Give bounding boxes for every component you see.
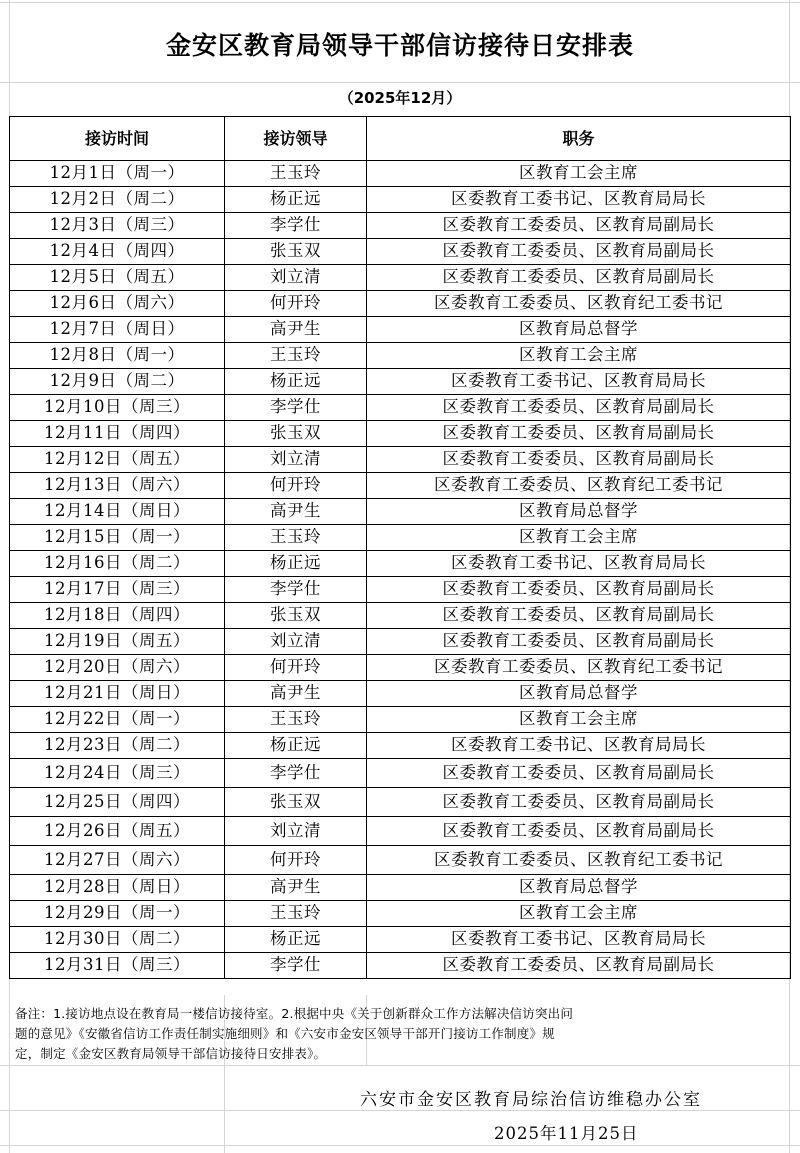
- table-row: [10, 343, 791, 369]
- sheet-gridline: [0, 1065, 800, 1066]
- cell-position: 区委教育工委委员、区教育局副局长: [367, 395, 791, 421]
- table-row: [10, 187, 791, 213]
- table-row: [10, 239, 791, 265]
- cell-leader: 刘立清: [225, 817, 367, 846]
- cell-position: 区委教育工委委员、区教育局副局长: [367, 603, 791, 629]
- notes: [15, 1004, 785, 1064]
- cell-leader: 王玉玲: [225, 525, 367, 551]
- cell-position: 区教育局总督学: [367, 317, 791, 343]
- table-row: [10, 551, 791, 577]
- table-row: [10, 213, 791, 239]
- cell-leader: 张玉双: [225, 603, 367, 629]
- table-row: [10, 901, 791, 927]
- notes-line: 题的意见》《安徽省信访工作责任制实施细则》和《六安市金安区领导干部开门接访工作制度》规: [15, 1026, 555, 1041]
- cell-position: 区委教育工委委员、区教育纪工委书记: [367, 655, 791, 681]
- cell-position: 区委教育工委书记、区教育局局长: [367, 551, 791, 577]
- table-row: [10, 681, 791, 707]
- table-row: [10, 395, 791, 421]
- cell-position: 区委教育工委委员、区教育局副局长: [367, 265, 791, 291]
- table-row: [10, 421, 791, 447]
- cell-position: 区委教育工委委员、区教育局副局长: [367, 577, 791, 603]
- cell-leader: 杨正远: [225, 187, 367, 213]
- schedule-table: [9, 116, 791, 979]
- cell-time: 12月8日（周一）: [10, 343, 225, 369]
- header-time: 接访时间: [10, 117, 225, 161]
- cell-position: 区教育工会主席: [367, 161, 791, 187]
- cell-leader: 李学仕: [225, 577, 367, 603]
- cell-time: 12月15日（周一）: [10, 525, 225, 551]
- page-title: 金安区教育局领导干部信访接待日安排表: [165, 31, 634, 60]
- table-row: [10, 953, 791, 979]
- table-row: [10, 473, 791, 499]
- table-row: [10, 655, 791, 681]
- cell-time: 12月11日（周四）: [10, 421, 225, 447]
- table-row: [10, 603, 791, 629]
- cell-leader: 李学仕: [225, 953, 367, 979]
- cell-time: 12月19日（周五）: [10, 629, 225, 655]
- cell-leader: 杨正远: [225, 551, 367, 577]
- table-row: [10, 629, 791, 655]
- cell-position: 区委教育工委委员、区教育纪工委书记: [367, 846, 791, 875]
- cell-position: 区委教育工委委员、区教育局副局长: [367, 788, 791, 817]
- cell-leader: 刘立清: [225, 629, 367, 655]
- cell-time: 12月6日（周六）: [10, 291, 225, 317]
- cell-position: 区委教育工委委员、区教育纪工委书记: [367, 291, 791, 317]
- cell-leader: 李学仕: [225, 395, 367, 421]
- table-row: [10, 875, 791, 901]
- cell-position: 区教育工会主席: [367, 707, 791, 733]
- cell-time: 12月18日（周四）: [10, 603, 225, 629]
- cell-leader: 王玉玲: [225, 901, 367, 927]
- cell-leader: 杨正远: [225, 927, 367, 953]
- cell-leader: 何开玲: [225, 473, 367, 499]
- notes-line: 备注：1.接访地点设在教育局一楼信访接待室。2.根据中央《关于创新群众工作方法解决信访突出问: [15, 1006, 574, 1021]
- cell-time: 12月25日（周四）: [10, 788, 225, 817]
- sheet-gridline: [0, 2, 800, 3]
- cell-position: 区委教育工委委员、区教育局副局长: [367, 759, 791, 788]
- cell-leader: 张玉双: [225, 239, 367, 265]
- cell-time: 12月13日（周六）: [10, 473, 225, 499]
- cell-leader: 李学仕: [225, 213, 367, 239]
- cell-position: 区委教育工委书记、区教育局局长: [367, 187, 791, 213]
- cell-time: 12月1日（周一）: [10, 161, 225, 187]
- cell-time: 12月5日（周五）: [10, 265, 225, 291]
- cell-position: 区教育工会主席: [367, 343, 791, 369]
- cell-time: 12月23日（周二）: [10, 733, 225, 759]
- cell-time: 12月7日（周日）: [10, 317, 225, 343]
- table-row: [10, 525, 791, 551]
- cell-time: 12月24日（周三）: [10, 759, 225, 788]
- cell-time: 12月2日（周二）: [10, 187, 225, 213]
- cell-time: 12月9日（周二）: [10, 369, 225, 395]
- table-row: [10, 291, 791, 317]
- cell-leader: 王玉玲: [225, 707, 367, 733]
- cell-leader: 王玉玲: [225, 161, 367, 187]
- cell-leader: 杨正远: [225, 733, 367, 759]
- sheet-gridline: [0, 1145, 800, 1146]
- table-row: [10, 447, 791, 473]
- cell-time: 12月31日（周三）: [10, 953, 225, 979]
- cell-leader: 杨正远: [225, 369, 367, 395]
- table-row: [10, 499, 791, 525]
- cell-time: 12月26日（周五）: [10, 817, 225, 846]
- header-position: 职务: [367, 117, 791, 161]
- cell-time: 12月17日（周三）: [10, 577, 225, 603]
- issue-date: 2025年11月25日: [494, 1124, 639, 1143]
- cell-time: 12月28日（周日）: [10, 875, 225, 901]
- table-row: [10, 265, 791, 291]
- cell-position: 区委教育工委委员、区教育局副局长: [367, 447, 791, 473]
- table-row: [10, 369, 791, 395]
- page-subtitle: （2025年12月）: [338, 89, 462, 107]
- table-row: [10, 577, 791, 603]
- cell-position: 区委教育工委委员、区教育局副局长: [367, 421, 791, 447]
- cell-leader: 高尹生: [225, 317, 367, 343]
- cell-leader: 李学仕: [225, 759, 367, 788]
- cell-leader: 高尹生: [225, 681, 367, 707]
- cell-time: 12月20日（周六）: [10, 655, 225, 681]
- cell-position: 区委教育工委书记、区教育局局长: [367, 369, 791, 395]
- cell-time: 12月30日（周二）: [10, 927, 225, 953]
- cell-leader: 何开玲: [225, 846, 367, 875]
- notes-line: 定，制定《金安区教育局领导干部信访接待日安排表》。: [15, 1046, 327, 1061]
- cell-time: 12月22日（周一）: [10, 707, 225, 733]
- cell-leader: 何开玲: [225, 291, 367, 317]
- cell-leader: 高尹生: [225, 875, 367, 901]
- cell-position: 区委教育工委委员、区教育局副局长: [367, 817, 791, 846]
- cell-leader: 刘立清: [225, 447, 367, 473]
- cell-time: 12月16日（周二）: [10, 551, 225, 577]
- cell-position: 区委教育工委委员、区教育局副局长: [367, 239, 791, 265]
- cell-leader: 何开玲: [225, 655, 367, 681]
- table-row: [10, 733, 791, 759]
- sheet-gridline: [0, 82, 800, 83]
- cell-position: 区委教育工委书记、区教育局局长: [367, 733, 791, 759]
- cell-time: 12月10日（周三）: [10, 395, 225, 421]
- cell-time: 12月14日（周日）: [10, 499, 225, 525]
- table-row: [10, 927, 791, 953]
- cell-time: 12月12日（周五）: [10, 447, 225, 473]
- cell-position: 区教育局总督学: [367, 875, 791, 901]
- cell-time: 12月29日（周一）: [10, 901, 225, 927]
- cell-leader: 张玉双: [225, 421, 367, 447]
- table-row: [10, 846, 791, 875]
- table-row: [10, 707, 791, 733]
- cell-position: 区委教育工委委员、区教育局副局长: [367, 953, 791, 979]
- cell-leader: 张玉双: [225, 788, 367, 817]
- schedule-body: [10, 161, 791, 979]
- cell-position: 区教育工会主席: [367, 901, 791, 927]
- cell-position: 区委教育工委委员、区教育局副局长: [367, 629, 791, 655]
- cell-position: 区教育局总督学: [367, 499, 791, 525]
- cell-position: 区教育工会主席: [367, 525, 791, 551]
- cell-position: 区教育局总督学: [367, 681, 791, 707]
- table-header-row: [10, 117, 791, 161]
- cell-time: 12月4日（周四）: [10, 239, 225, 265]
- cell-position: 区委教育工委委员、区教育纪工委书记: [367, 473, 791, 499]
- table-row: [10, 788, 791, 817]
- table-row: [10, 817, 791, 846]
- cell-time: 12月21日（周日）: [10, 681, 225, 707]
- cell-time: 12月3日（周三）: [10, 213, 225, 239]
- table-row: [10, 161, 791, 187]
- issuing-office: 六安市金安区教育局综治信访维稳办公室: [360, 1090, 702, 1110]
- cell-leader: 刘立清: [225, 265, 367, 291]
- cell-position: 区委教育工委委员、区教育局副局长: [367, 213, 791, 239]
- cell-leader: 高尹生: [225, 499, 367, 525]
- cell-time: 12月27日（周六）: [10, 846, 225, 875]
- table-row: [10, 759, 791, 788]
- header-leader: 接访领导: [225, 117, 367, 161]
- sheet-gridline: [0, 1110, 800, 1111]
- table-row: [10, 317, 791, 343]
- cell-position: 区委教育工委书记、区教育局局长: [367, 927, 791, 953]
- cell-leader: 王玉玲: [225, 343, 367, 369]
